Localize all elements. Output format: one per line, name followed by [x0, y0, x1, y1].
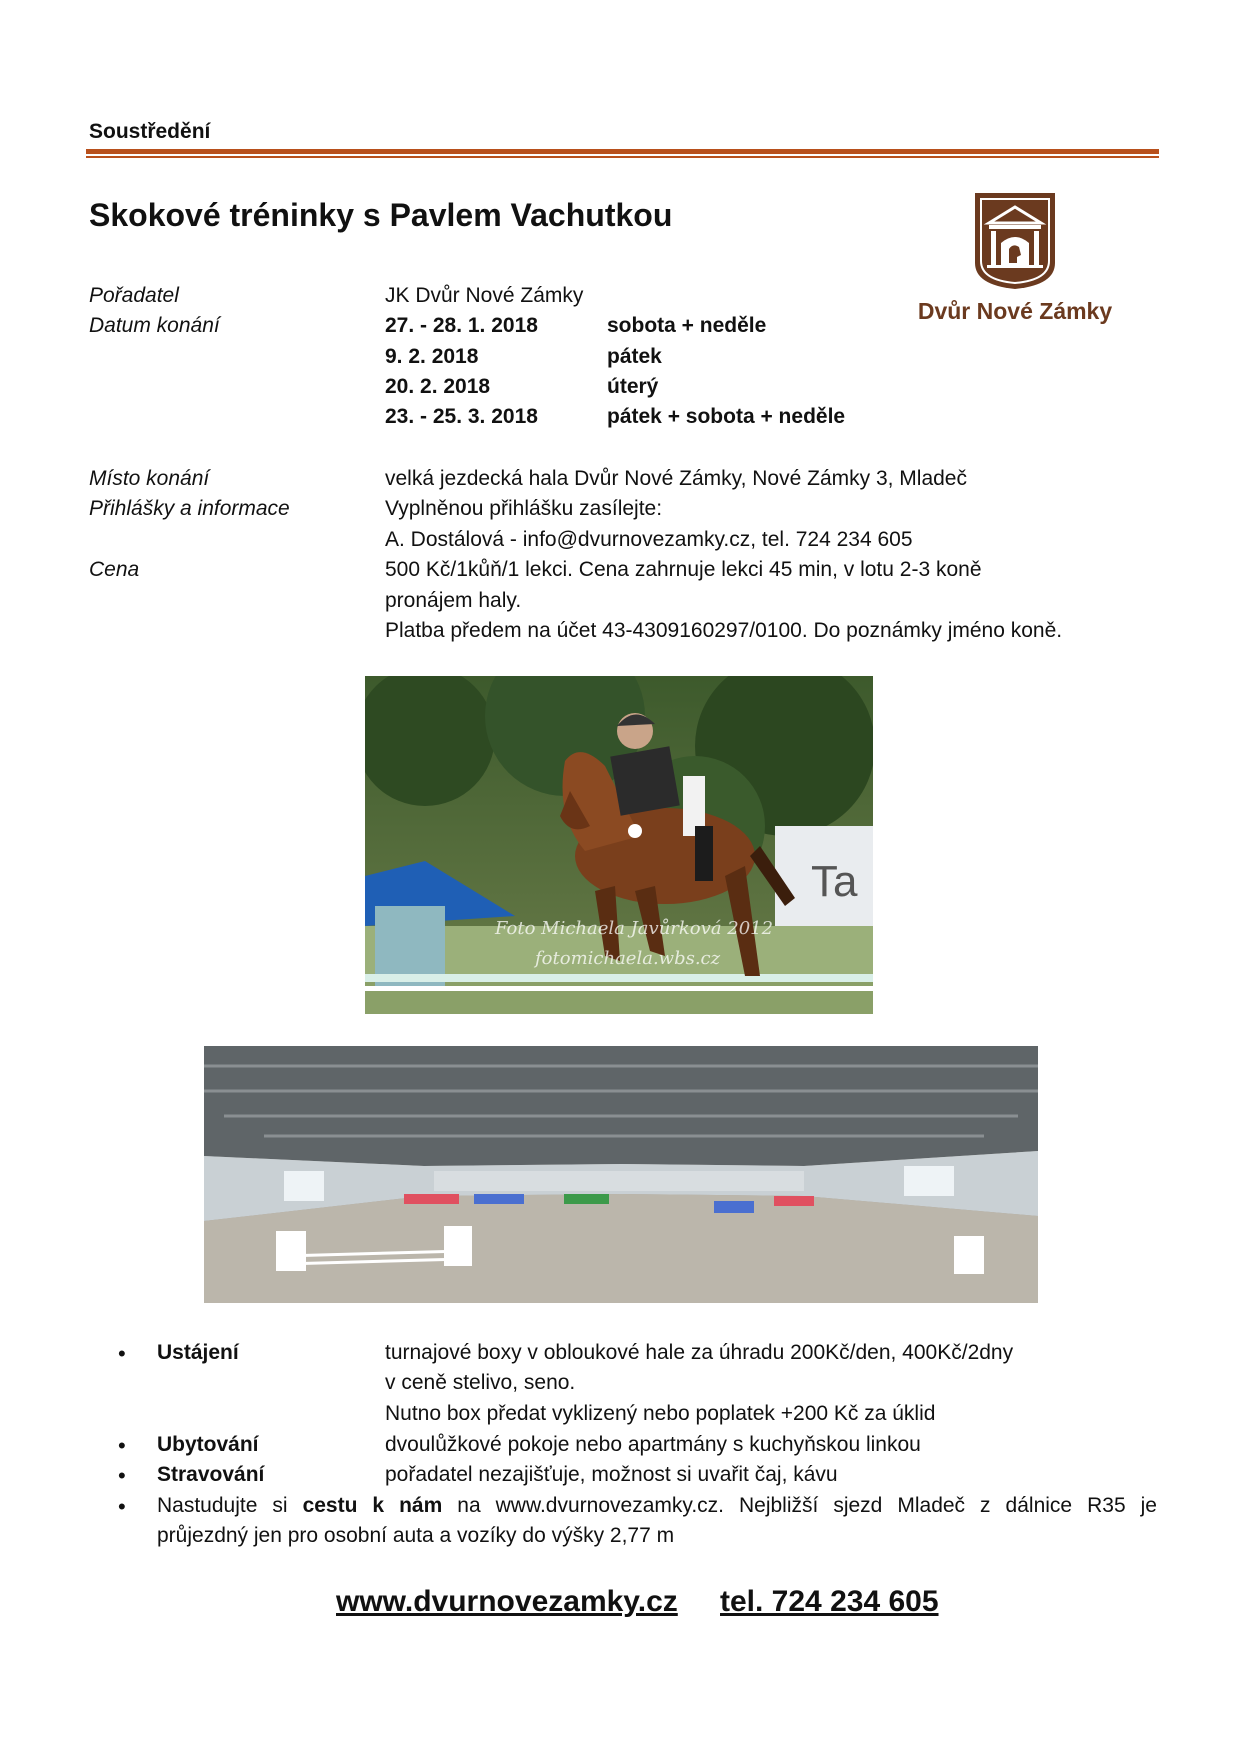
route-prefix: Nastudujte si — [157, 1494, 288, 1517]
date-3: 20. 2. 2018 — [385, 375, 491, 398]
route-line-2: průjezdný jen pro osobní auta a vozíky do výšky 2,77 m — [157, 1524, 675, 1547]
stabling-line-1: turnajové boxy v obloukové hale za úhradu 200Kč/den, 400Kč/2dny — [385, 1341, 1014, 1364]
place-label: Místo konání — [89, 467, 210, 490]
page-title: Skokové tréninky s Pavlem Vachutkou — [89, 197, 673, 233]
footer-phone-link[interactable]: tel. 724 234 605 — [720, 1585, 939, 1618]
bullet-dot: • — [118, 1463, 126, 1488]
organizer-value: JK Dvůr Nové Zámky — [385, 284, 584, 307]
photo-watermark-line2: fotomichaela.wbs.cz — [535, 948, 721, 969]
accommodation-value: dvoulůžkové pokoje nebo apartmány s kuchyňskou linkou — [385, 1433, 921, 1456]
meals-value: pořadatel nezajišťuje, možnost si uvařit čaj, kávu — [385, 1463, 838, 1486]
day-1: sobota + neděle — [607, 314, 767, 337]
date-4: 23. - 25. 3. 2018 — [385, 405, 538, 428]
bullet-dot: • — [118, 1494, 126, 1519]
arena-photo — [204, 1046, 1038, 1303]
bullet-dot: • — [118, 1433, 126, 1458]
price-line-1: 500 Kč/1kůň/1 lekci. Cena zahrnuje lekci 45 min, v lotu 2-3 koně — [385, 558, 982, 581]
header-rule-thin — [86, 156, 1159, 158]
apply-line-1: Vyplněnou přihlášku zasílejte: — [385, 497, 663, 520]
photo-watermark-line1: Foto Michaela Javůrková 2012 — [495, 918, 774, 939]
day-2: pátek — [607, 345, 662, 368]
price-line-2: pronájem haly. — [385, 589, 522, 612]
accommodation-label: Ubytování — [157, 1433, 259, 1456]
day-3: úterý — [607, 375, 659, 398]
route-suffix: na www.dvurnovezamky.cz. Nejbližší sjezd Mladeč z dálnice R35 je — [457, 1494, 1157, 1517]
footer-website-link[interactable]: www.dvurnovezamky.cz — [336, 1585, 678, 1618]
logo — [885, 185, 1145, 350]
date-1: 27. - 28. 1. 2018 — [385, 314, 538, 337]
logo-text: Dvůr Nové Zámky — [917, 298, 1113, 324]
day-4: pátek + sobota + neděle — [607, 405, 846, 428]
price-label: Cena — [89, 558, 140, 581]
organizer-label: Pořadatel — [89, 284, 179, 307]
price-line-3: Platba předem na účet 43-4309160297/0100. Do poznámky jméno koně. — [385, 619, 1063, 642]
header-rule — [86, 149, 1159, 154]
route-line-1 — [157, 1494, 1157, 1518]
place-value: velká jezdecká hala Dvůr Nové Zámky, Nové Zámky 3, Mladeč — [385, 467, 967, 490]
meals-label: Stravování — [157, 1463, 265, 1486]
logo-emblem-icon — [885, 185, 1145, 295]
section-label: Soustředění — [89, 120, 211, 143]
apply-line-2: A. Dostálová - info@dvurnovezamky.cz, tel. 724 234 605 — [385, 528, 913, 551]
bullet-dot: • — [118, 1341, 126, 1366]
stabling-line-2: v ceně stelivo, seno. — [385, 1371, 576, 1394]
date-label: Datum konání — [89, 314, 220, 337]
apply-label: Přihlášky a informace — [89, 497, 290, 520]
date-2: 9. 2. 2018 — [385, 345, 479, 368]
stabling-line-3: Nutno box předat vyklizený nebo poplatek +200 Kč za úklid — [385, 1402, 936, 1425]
banner-text: Ta — [811, 857, 858, 906]
route-bold: cestu k nám — [302, 1494, 443, 1517]
stabling-label: Ustájení — [157, 1341, 239, 1364]
horse-jump-photo — [365, 676, 873, 1014]
